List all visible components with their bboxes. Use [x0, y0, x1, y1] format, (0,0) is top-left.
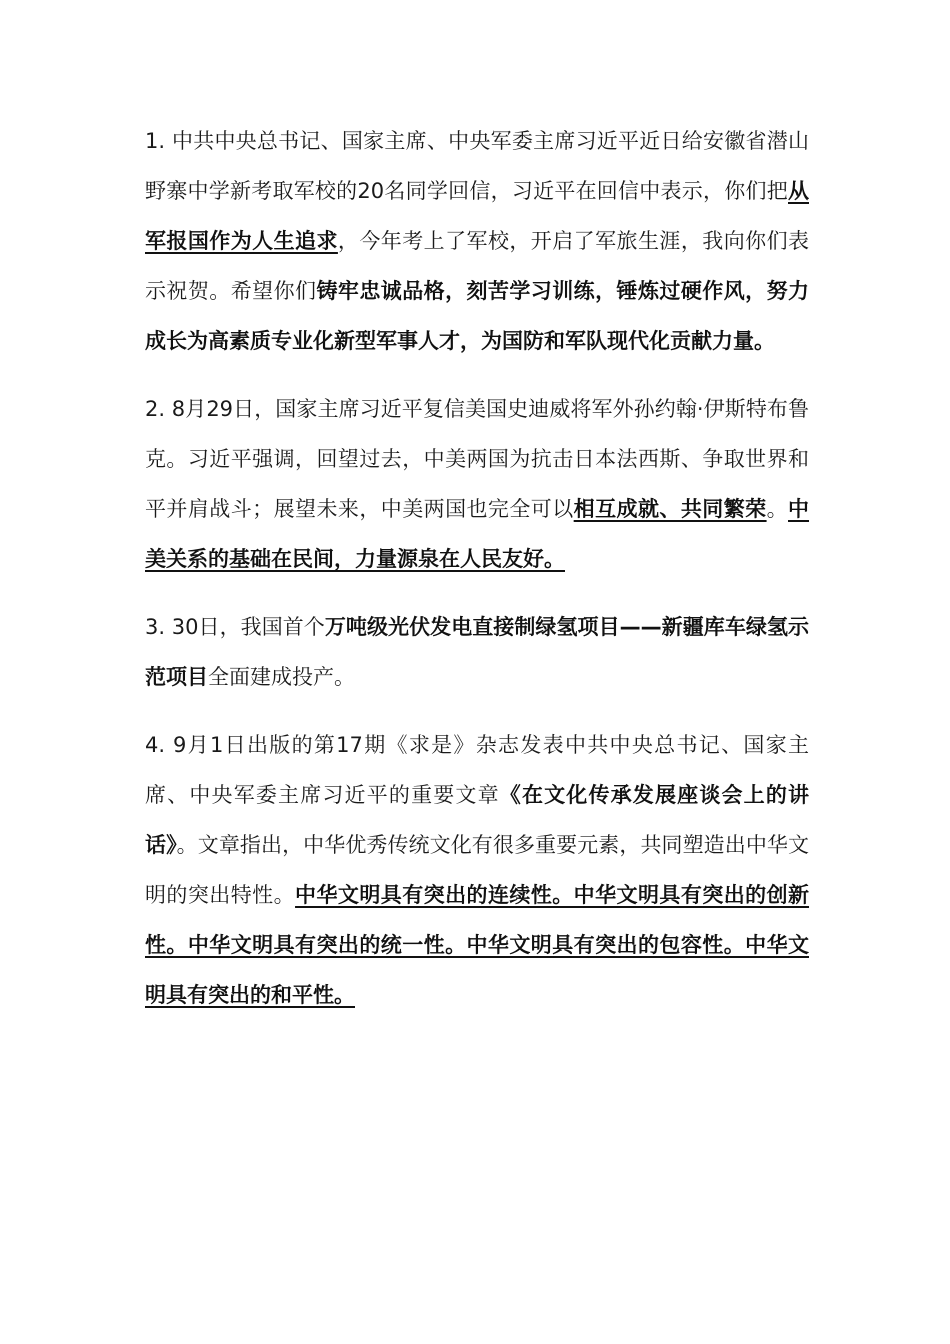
emphasis-run: 中美关系的基础在民间，力量源泉在人民友好。 [145, 497, 810, 571]
news-item-3 [145, 602, 809, 702]
document-body [145, 116, 809, 1038]
news-item-2 [145, 384, 809, 584]
emphasis-run: 万吨级光伏发电直接制绿氢项目——新疆库车绿氢示范项目 [145, 615, 810, 689]
text-run: 全面建成投产。 [208, 665, 355, 689]
emphasis-run: 相互成就、共同繁荣 [573, 497, 767, 521]
text-run: 2. 8月29日，国家主席习近平复信美国史迪威将军外孙约翰·伊斯特布鲁克。习近平强调，回望过去，中美两国为抗击日本法西斯、争取世界和平并肩战斗；展望未来，中美两国也完全可以 [145, 397, 809, 521]
text-run: 4. 9月1日出版的第17期《求是》杂志发表中共中央总书记、国家主席、中央军委主席习近平的重要文章 [145, 733, 809, 807]
emphasis-run: 铸牢忠诚品格，刻苦学习训练，锤炼过硬作风，努力成长为高素质专业化新型军事人才，为国防和军队现代化贡献力量。 [145, 279, 810, 353]
news-item-1 [145, 116, 809, 366]
text-run: ，今年考上了军校，开启了军旅生涯，我向你们表示祝贺。希望你们 [145, 229, 810, 303]
text-run: 1. 中共中央总书记、国家主席、中央军委主席习近平近日给安徽省潜山野寨中学新考取军校的20名同学回信，习近平在回信中表示，你们把 [145, 129, 809, 203]
emphasis-run: 从军报国作为人生追求 [145, 179, 809, 253]
emphasis-run: 中华文明具有突出的连续性。中华文明具有突出的创新性。中华文明具有突出的统一性。中华文明具有突出的包容性。中华文明具有突出的和平性。 [145, 883, 810, 1007]
emphasis-run: 《在文化传承发展座谈会上的讲话》 [145, 783, 810, 857]
text-run: 。 [766, 497, 789, 521]
text-run: 。文章指出，中华优秀传统文化有很多重要元素，共同塑造出中华文明的突出特性。 [145, 833, 810, 907]
text-run: 3. 30日，我国首个 [145, 615, 325, 639]
news-item-4 [145, 720, 809, 1020]
